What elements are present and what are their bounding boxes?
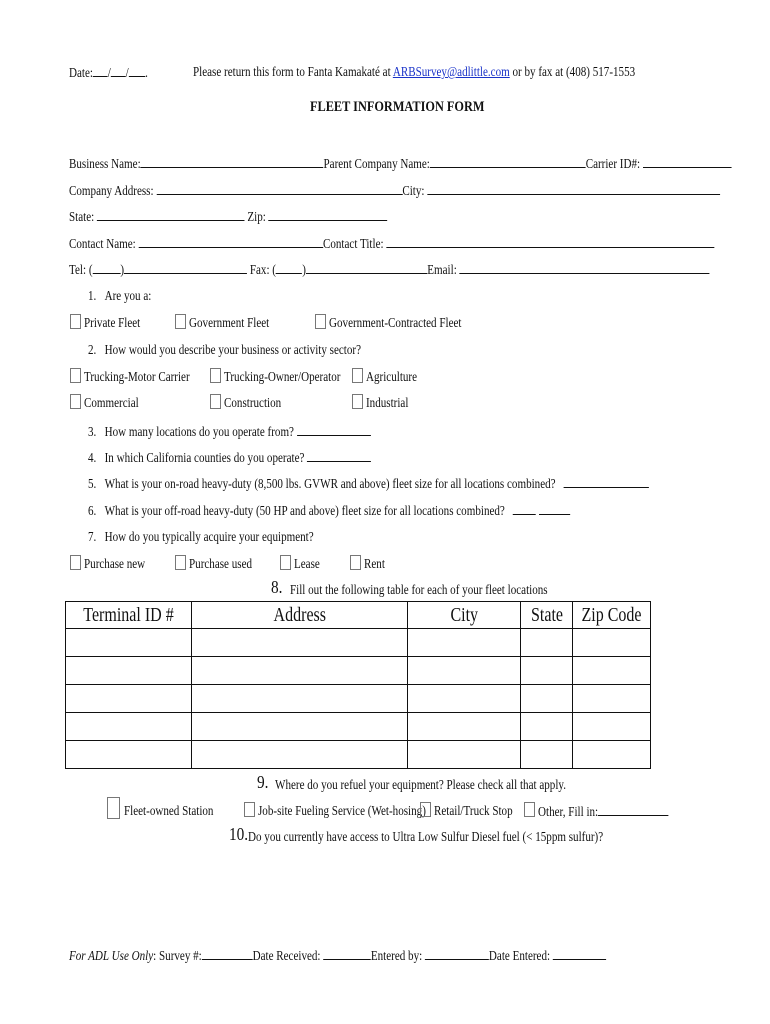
table-row bbox=[66, 685, 651, 713]
locations-table bbox=[65, 601, 651, 769]
table-cell[interactable] bbox=[66, 741, 192, 769]
table-cell[interactable] bbox=[521, 657, 573, 685]
q6-num: 6. bbox=[88, 503, 97, 518]
table-cell[interactable] bbox=[192, 685, 408, 713]
option-label: Rent bbox=[364, 556, 385, 571]
option-label: Retail/Truck Stop bbox=[434, 803, 513, 818]
option-label: Government Fleet bbox=[189, 315, 270, 330]
table-cell[interactable] bbox=[521, 629, 573, 657]
other-fill-field[interactable] bbox=[598, 803, 669, 816]
q6-text: What is your off-road heavy-duty (50 HP and above) fleet size for all locations combined? bbox=[104, 503, 505, 518]
checkbox-lease[interactable] bbox=[280, 555, 291, 570]
q3-text: How many locations do you operate from? bbox=[104, 424, 294, 439]
date-received-field[interactable] bbox=[323, 947, 371, 960]
option-label: Other, Fill in: bbox=[538, 804, 599, 819]
row-phone bbox=[69, 261, 710, 278]
fax-area-field[interactable] bbox=[276, 261, 302, 274]
table-cell[interactable] bbox=[66, 713, 192, 741]
q4-num: 4. bbox=[88, 450, 97, 465]
date-field[interactable] bbox=[69, 64, 148, 81]
contact-title-field[interactable] bbox=[386, 235, 714, 248]
parent-company-label: Parent Company Name: bbox=[323, 156, 430, 171]
email-field[interactable] bbox=[460, 261, 710, 274]
q10-text: Do you currently have access to Ultra Low Sulfur Diesel fuel (< 15ppm sulfur)? bbox=[248, 829, 604, 844]
city-label: City: bbox=[402, 183, 425, 198]
parent-company-field[interactable] bbox=[430, 155, 586, 168]
q2-num: 2. bbox=[88, 342, 97, 357]
date-label: Date: bbox=[69, 65, 93, 80]
table-cell[interactable] bbox=[573, 741, 651, 769]
option-label: Commercial bbox=[84, 395, 139, 410]
fax-field[interactable] bbox=[306, 261, 427, 274]
q6-answer-field[interactable] bbox=[513, 502, 536, 515]
column-header: Terminal ID # bbox=[66, 602, 192, 629]
table-cell[interactable] bbox=[573, 629, 651, 657]
table-cell[interactable] bbox=[521, 685, 573, 713]
fax-text: or by fax at (408) 517-1553 bbox=[512, 64, 636, 79]
checkbox-agriculture[interactable] bbox=[352, 368, 363, 383]
q7-text: How do you typically acquire your equipment? bbox=[104, 529, 314, 544]
return-instructions bbox=[193, 64, 635, 80]
table-cell[interactable] bbox=[408, 657, 521, 685]
email-link[interactable]: ARBSurvey@adlittle.com bbox=[392, 64, 510, 79]
table-row bbox=[66, 741, 651, 769]
column-header: Zip Code bbox=[573, 602, 651, 629]
question-1 bbox=[88, 288, 151, 304]
question-4 bbox=[88, 449, 371, 466]
date-entered-label: Date Entered: bbox=[488, 948, 551, 963]
table-header-row bbox=[66, 602, 651, 629]
date-received-label: Date Received: bbox=[252, 948, 321, 963]
entered-by-label: Entered by: bbox=[370, 948, 423, 963]
fax-label: Fax: ( bbox=[249, 262, 276, 277]
row-business bbox=[69, 155, 731, 172]
footer-admin bbox=[69, 947, 606, 964]
email-label: Email: bbox=[427, 262, 457, 277]
business-name-field[interactable] bbox=[141, 155, 324, 168]
q4-answer-field[interactable] bbox=[307, 449, 371, 462]
checkbox-job-site-fueling[interactable] bbox=[244, 802, 255, 817]
tel-area-field[interactable] bbox=[93, 261, 121, 274]
q9-text: Where do you refuel your equipment? Please check all that apply. bbox=[275, 777, 566, 792]
contact-title-label: Contact Title: bbox=[322, 236, 384, 251]
checkbox-construction[interactable] bbox=[210, 394, 221, 409]
checkbox-purchase-new[interactable] bbox=[70, 555, 81, 570]
survey-label: : Survey #: bbox=[153, 948, 202, 963]
contact-name-label: Contact Name: bbox=[69, 236, 136, 251]
row-state bbox=[69, 208, 387, 225]
state-field[interactable] bbox=[97, 208, 245, 221]
question-6 bbox=[88, 502, 570, 519]
table-cell[interactable] bbox=[192, 741, 408, 769]
q8-num: 8. bbox=[271, 577, 283, 597]
q10-num: 10. bbox=[229, 824, 249, 844]
return-text: Please return this form to Fanta Kamakaté at bbox=[193, 64, 391, 79]
table-row bbox=[66, 629, 651, 657]
date-end: . bbox=[145, 65, 148, 80]
tel-field[interactable] bbox=[124, 261, 247, 274]
q2-text: How would you describe your business or activity sector? bbox=[104, 342, 362, 357]
other-option bbox=[538, 803, 669, 820]
table-cell[interactable] bbox=[192, 657, 408, 685]
checkbox-trucking-owner-operator[interactable] bbox=[210, 368, 221, 383]
checkbox-trucking-motor-carrier[interactable] bbox=[70, 368, 81, 383]
checkbox-industrial[interactable] bbox=[352, 394, 363, 409]
checkbox-rent[interactable] bbox=[350, 555, 361, 570]
option-label: Construction bbox=[224, 395, 282, 410]
question-5 bbox=[88, 475, 649, 492]
tel-close: ) bbox=[120, 262, 125, 277]
table-row bbox=[66, 713, 651, 741]
entered-by-field[interactable] bbox=[425, 947, 489, 960]
date-sep: / bbox=[107, 65, 111, 80]
checkbox-government-fleet[interactable] bbox=[175, 314, 186, 329]
column-header: Address bbox=[192, 602, 408, 629]
q5-num: 5. bbox=[88, 476, 97, 491]
option-label: Lease bbox=[294, 556, 320, 571]
option-label: Purchase used bbox=[189, 556, 253, 571]
carrier-id-label: Carrier ID#: bbox=[585, 156, 641, 171]
q9-num: 9. bbox=[257, 772, 269, 792]
option-label: Trucking-Motor Carrier bbox=[84, 369, 190, 384]
question-2 bbox=[88, 342, 361, 358]
checkbox-commercial[interactable] bbox=[70, 394, 81, 409]
checkbox-government-contracted[interactable] bbox=[315, 314, 326, 329]
table-row bbox=[66, 657, 651, 685]
column-header: City bbox=[408, 602, 521, 629]
question-7 bbox=[88, 529, 314, 545]
question-3 bbox=[88, 423, 371, 440]
table-cell[interactable] bbox=[408, 685, 521, 713]
adl-use-label: For ADL Use Only bbox=[69, 948, 154, 963]
table-cell[interactable] bbox=[66, 629, 192, 657]
option-label: Government-Contracted Fleet bbox=[329, 315, 462, 330]
date-entered-field[interactable] bbox=[553, 947, 606, 960]
checkbox-private-fleet[interactable] bbox=[70, 314, 81, 329]
option-label: Fleet-owned Station bbox=[124, 803, 214, 818]
zip-field[interactable] bbox=[269, 208, 388, 221]
q5-text: What is your on-road heavy-duty (8,500 lbs. GVWR and above) fleet size for all locations combined? bbox=[104, 476, 556, 491]
checkbox-purchase-used[interactable] bbox=[175, 555, 186, 570]
table-cell[interactable] bbox=[521, 741, 573, 769]
zip-label: Zip: bbox=[247, 209, 266, 224]
table-cell[interactable] bbox=[573, 657, 651, 685]
option-label: Trucking-Owner/Operator bbox=[224, 369, 341, 384]
city-field[interactable] bbox=[427, 182, 720, 195]
table-cell[interactable] bbox=[192, 629, 408, 657]
table-cell[interactable] bbox=[66, 685, 192, 713]
column-header: State bbox=[521, 602, 573, 629]
business-name-label: Business Name: bbox=[69, 156, 141, 171]
row-address bbox=[69, 182, 720, 199]
table-cell[interactable] bbox=[408, 741, 521, 769]
option-label: Private Fleet bbox=[84, 315, 141, 330]
checkbox-other[interactable] bbox=[524, 802, 535, 817]
q7-num: 7. bbox=[88, 529, 97, 544]
option-label: Job-site Fueling Service (Wet-hosing) bbox=[258, 803, 426, 818]
q1-num: 1. bbox=[88, 288, 97, 303]
option-label: Industrial bbox=[366, 395, 409, 410]
table-cell[interactable] bbox=[66, 657, 192, 685]
survey-field[interactable] bbox=[202, 947, 253, 960]
carrier-id-field[interactable] bbox=[643, 155, 732, 168]
table-cell[interactable] bbox=[408, 629, 521, 657]
row-contact bbox=[69, 235, 714, 252]
q5-answer-field[interactable] bbox=[564, 475, 649, 488]
checkbox-retail-truck-stop[interactable] bbox=[420, 802, 431, 817]
q1-text: Are you a: bbox=[104, 288, 152, 303]
company-address-field[interactable] bbox=[156, 182, 402, 195]
table-cell[interactable] bbox=[192, 713, 408, 741]
date-sep: / bbox=[125, 65, 129, 80]
table-cell[interactable] bbox=[408, 713, 521, 741]
fax-close: ) bbox=[302, 262, 306, 277]
tel-label: Tel: ( bbox=[69, 262, 93, 277]
table-cell[interactable] bbox=[521, 713, 573, 741]
table-cell[interactable] bbox=[573, 713, 651, 741]
form-title: FLEET INFORMATION FORM bbox=[310, 99, 485, 115]
option-label: Purchase new bbox=[84, 556, 146, 571]
q4-text: In which California counties do you operate? bbox=[104, 450, 305, 465]
q8-text: Fill out the following table for each of your fleet locations bbox=[290, 582, 548, 597]
q6-answer-field-2[interactable] bbox=[539, 502, 570, 515]
table-cell[interactable] bbox=[573, 685, 651, 713]
option-label: Agriculture bbox=[366, 369, 418, 384]
company-address-label: Company Address: bbox=[69, 183, 154, 198]
q3-answer-field[interactable] bbox=[297, 423, 371, 436]
contact-name-field[interactable] bbox=[138, 235, 323, 248]
q3-num: 3. bbox=[88, 424, 97, 439]
state-label: State: bbox=[69, 209, 95, 224]
checkbox-fleet-owned-station[interactable] bbox=[107, 797, 120, 819]
